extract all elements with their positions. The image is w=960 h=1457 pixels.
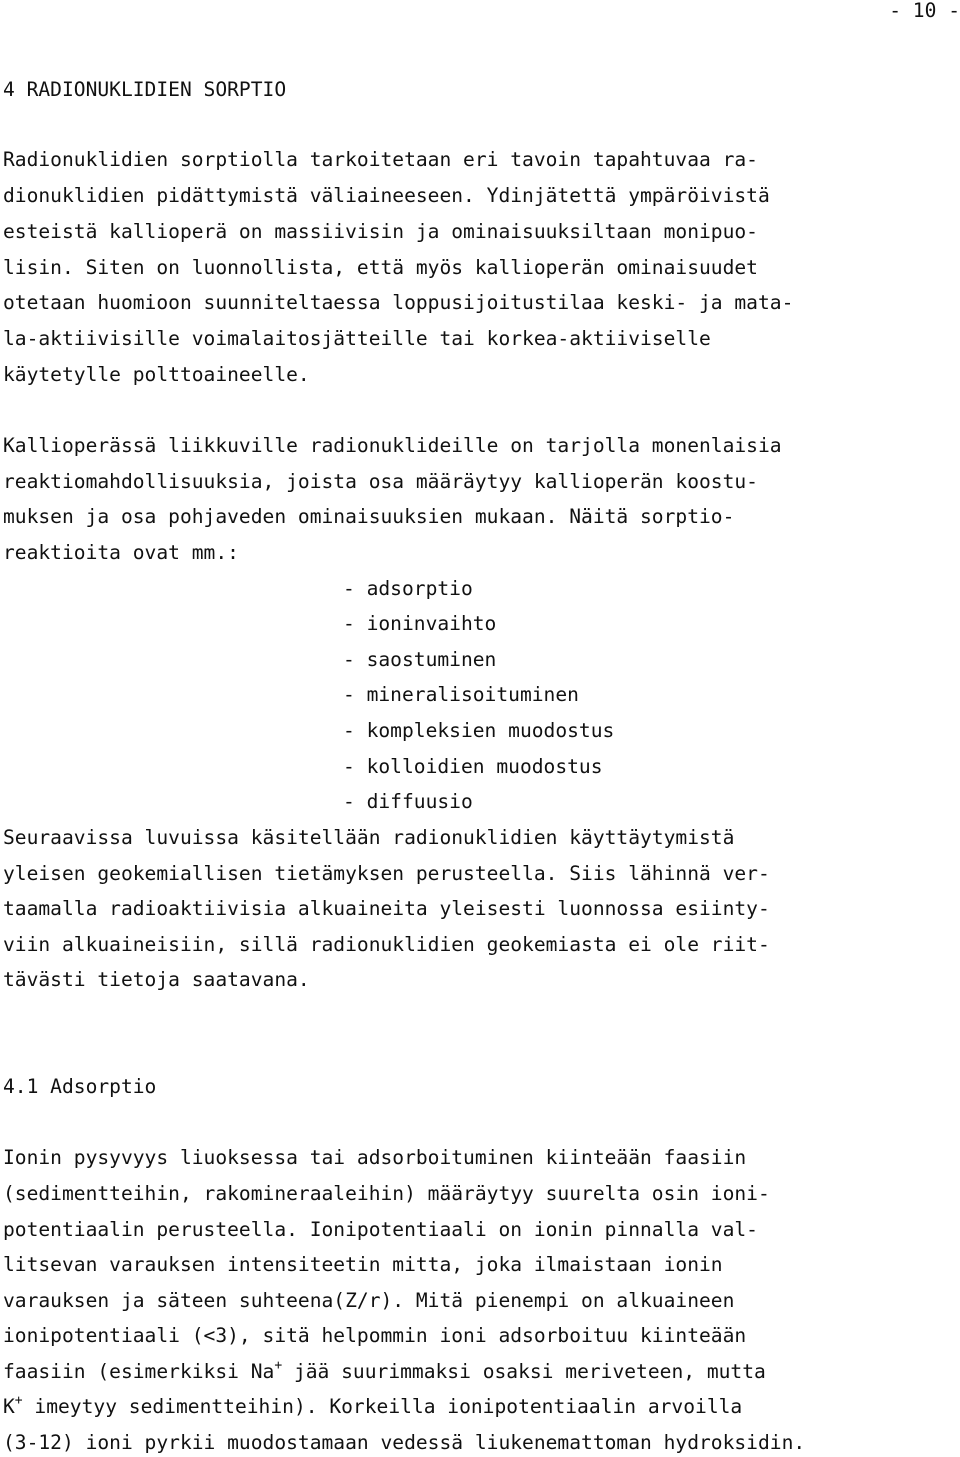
text-segment: jää suurimmaksi osaksi meriveteen, mutta bbox=[282, 1360, 766, 1383]
text-segment: K bbox=[3, 1395, 15, 1418]
list-item: - kolloidien muodostus bbox=[343, 755, 603, 778]
paragraph-line: varauksen ja säteen suhteena(Z/r). Mitä pienempi on alkuaineen bbox=[3, 1289, 735, 1312]
paragraph-line: reaktioita ovat mm.: bbox=[3, 541, 239, 564]
paragraph-line: yleisen geokemiallisen tietämyksen perusteella. Siis lähinnä ver- bbox=[3, 862, 770, 885]
paragraph-line: esteistä kallioperä on massiivisin ja ominaisuuksiltaan monipuo- bbox=[3, 220, 758, 243]
chapter-heading: 4 RADIONUKLIDIEN SORPTIO bbox=[3, 78, 287, 101]
paragraph-line: viin alkuaineisiin, sillä radionuklidien geokemiasta ei ole riit- bbox=[3, 933, 770, 956]
paragraph-line: ionipotentiaali (<3), sitä helpommin ioni adsorboituu kiinteään bbox=[3, 1324, 747, 1347]
paragraph-line: la-aktiivisille voimalaitosjätteille tai korkea-aktiiviselle bbox=[3, 327, 711, 350]
list-item: - adsorptio bbox=[343, 577, 473, 600]
paragraph-line: Kallioperässä liikkuville radionuklideille on tarjolla monenlaisia bbox=[3, 434, 782, 457]
list-item: - kompleksien muodostus bbox=[343, 719, 615, 742]
paragraph-line-potassium bbox=[3, 1395, 742, 1419]
paragraph-line: lisin. Siten on luonnollista, että myös kallioperän ominaisuudet bbox=[3, 256, 758, 279]
page-number: - 10 - bbox=[889, 0, 960, 22]
list-item: - ioninvaihto bbox=[343, 612, 497, 635]
paragraph-line: dionuklidien pidättymistä väliaineeseen. Ydinjätettä ympäröivistä bbox=[3, 184, 770, 207]
list-item: - saostuminen bbox=[343, 648, 497, 671]
paragraph-line: Ionin pysyvyys liuoksessa tai adsorboituminen kiinteään faasiin bbox=[3, 1146, 747, 1169]
paragraph-line: tävästi tietoja saatavana. bbox=[3, 968, 310, 991]
paragraph-line: (sedimentteihin, rakomineraaleihin) määräytyy suurelta osin ioni- bbox=[3, 1182, 770, 1205]
list-item: - diffuusio bbox=[343, 790, 473, 813]
paragraph-line: Seuraavissa luvuissa käsitellään radionuklidien käyttäytymistä bbox=[3, 826, 735, 849]
superscript-plus: + bbox=[274, 1358, 283, 1373]
paragraph-line: litsevan varauksen intensiteetin mitta, joka ilmaistaan ionin bbox=[3, 1253, 723, 1276]
paragraph-line: Radionuklidien sorptiolla tarkoitetaan eri tavoin tapahtuvaa ra- bbox=[3, 148, 758, 171]
paragraph-line-sodium bbox=[3, 1360, 766, 1384]
list-item: - mineralisoituminen bbox=[343, 683, 579, 706]
superscript-plus: + bbox=[14, 1393, 23, 1408]
paragraph-line: (3-12) ioni pyrkii muodostamaan vedessä liukenemattoman hydroksidin. bbox=[3, 1431, 806, 1454]
paragraph-line: reaktiomahdollisuuksia, joista osa määräytyy kallioperän koostu- bbox=[3, 470, 758, 493]
paragraph-line: potentiaalin perusteella. Ionipotentiaali on ionin pinnalla val- bbox=[3, 1218, 758, 1241]
text-segment: imeytyy sedimentteihin). Korkeilla ionipotentiaalin arvoilla bbox=[22, 1395, 743, 1418]
paragraph-line: käytetylle polttoaineelle. bbox=[3, 363, 310, 386]
section-heading: 4.1 Adsorptio bbox=[3, 1075, 157, 1098]
text-segment: faasiin (esimerkiksi Na bbox=[3, 1360, 275, 1383]
paragraph-line: otetaan huomioon suunniteltaessa loppusijoitustilaa keski- ja mata- bbox=[3, 291, 794, 314]
paragraph-line: muksen ja osa pohjaveden ominaisuuksien mukaan. Näitä sorptio- bbox=[3, 505, 735, 528]
paragraph-line: taamalla radioaktiivisia alkuaineita yleisesti luonnossa esiinty- bbox=[3, 897, 770, 920]
